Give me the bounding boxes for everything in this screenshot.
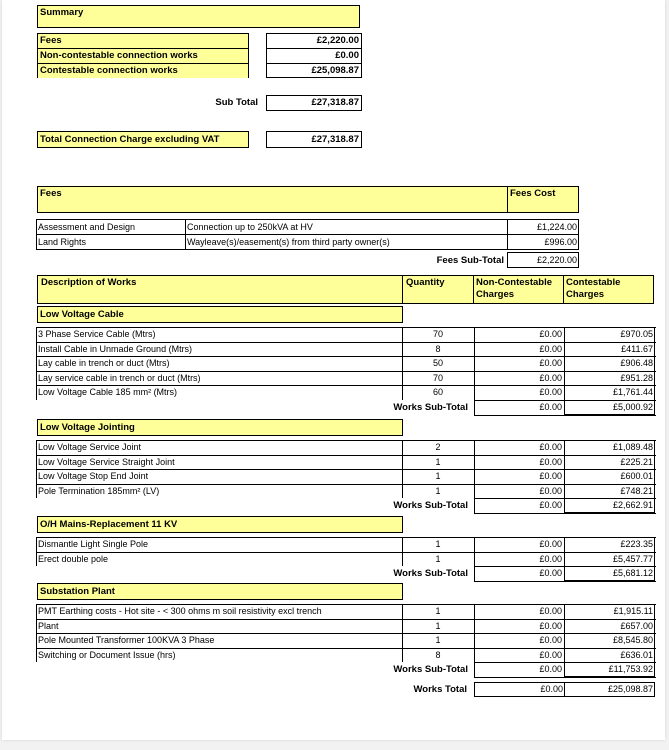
work-item-nc: £0.00 [539, 387, 562, 398]
fee-name: Land Rights [38, 237, 87, 247]
works-subtotal-nc: £0.00 [539, 500, 562, 511]
works-section-title: Substation Plant [37, 583, 403, 600]
work-item-desc: PMT Earthing costs - Hot site - < 300 ohms m soil resistivity excl trench [38, 606, 322, 616]
works-section-title: Low Voltage Jointing [37, 419, 403, 436]
summary-title: Summary [37, 5, 360, 28]
works-subtotal-c: £5,000.92 [612, 402, 653, 412]
total-label: Total Connection Charge excluding VAT [37, 131, 249, 148]
work-item-desc: Plant [38, 620, 59, 631]
work-item-desc: Low Voltage Service Straight Joint [38, 456, 175, 467]
work-item-desc: Pole Termination 185mm² (LV) [38, 485, 160, 496]
works-subtotal-c: £2,662.91 [612, 500, 653, 511]
work-item-desc: Lay service cable in trench or duct (Mtrs) [38, 372, 201, 383]
work-item-qty: 1 [435, 539, 441, 549]
row-divider [474, 415, 656, 416]
work-item-nc: £0.00 [539, 635, 562, 646]
work-item-nc: £0.00 [539, 456, 562, 467]
works-subtotal-nc: £0.00 [539, 664, 562, 675]
work-item-nc: £0.00 [539, 343, 562, 354]
work-item-nc: £0.00 [539, 649, 562, 660]
works-subtotal-nc: £0.00 [539, 568, 562, 579]
work-item-qty: 70 [432, 372, 443, 383]
work-item-qty: 50 [432, 358, 443, 369]
summary-value-contestable: £25,098.87 [311, 65, 359, 76]
work-item-c: £8,545.80 [612, 635, 653, 646]
work-item-qty: 1 [435, 635, 441, 646]
works-subtotal-label: Works Sub-Total [393, 500, 468, 512]
work-item-nc: £0.00 [539, 442, 562, 452]
work-item-qty: 2 [435, 442, 441, 452]
work-item-c: £636.01 [620, 649, 653, 660]
work-item-qty: 1 [435, 620, 441, 631]
fee-desc: Wayleave(s)/easement(s) from third party owner(s) [187, 237, 390, 247]
work-item-qty: 1 [435, 485, 441, 496]
works-nc-header: Non-Contestable Charges [473, 275, 564, 304]
work-item-c: £411.67 [621, 343, 653, 354]
work-item-c: £748.21 [620, 485, 653, 496]
subtotal-label: Sub Total [215, 97, 258, 108]
work-item-c: £657.00 [620, 620, 653, 631]
work-item-desc: Low Voltage Stop End Joint [38, 471, 149, 482]
work-item-nc: £0.00 [539, 485, 562, 496]
works-section-title: O/H Mains-Replacement 11 KV [37, 516, 403, 533]
work-item-qty: 1 [435, 456, 441, 467]
work-item-nc: £0.00 [539, 329, 562, 339]
work-item-desc: Low Voltage Cable 185 mm² (Mtrs) [38, 387, 178, 398]
works-total-nc: £0.00 [540, 684, 563, 694]
quote-document [2, 0, 665, 740]
work-item-nc: £0.00 [539, 372, 562, 383]
work-item-c: £600.01 [620, 471, 653, 482]
works-section-title: Low Voltage Cable [37, 306, 403, 323]
fees-subtotal-label: Fees Sub-Total [436, 255, 504, 266]
subtotal-value: £27,318.87 [266, 95, 362, 111]
work-item-c: £225.21 [620, 456, 653, 467]
work-item-desc: 3 Phase Service Cable (Mtrs) [38, 329, 156, 339]
work-item-nc: £0.00 [539, 471, 562, 482]
work-item-nc: £0.00 [539, 553, 562, 564]
works-subtotal-label: Works Sub-Total [393, 568, 468, 580]
work-item-desc: Pole Mounted Transformer 100KVA 3 Phase [38, 635, 215, 646]
works-desc-header: Description of Works [37, 275, 403, 304]
work-item-c: £223.35 [620, 539, 653, 549]
fees-header: Fees [37, 186, 508, 213]
summary-labels [37, 33, 249, 78]
row-divider [474, 677, 656, 678]
work-item-qty: 1 [435, 471, 441, 482]
work-item-nc: £0.00 [539, 606, 562, 616]
works-c-header: Contestable Charges [563, 275, 654, 304]
work-item-c: £1,915.11 [613, 606, 653, 616]
work-item-nc: £0.00 [539, 358, 562, 369]
row-divider [474, 581, 656, 582]
work-item-c: £906.48 [620, 358, 653, 369]
row-divider [474, 513, 656, 514]
work-item-desc: Install Cable in Unmade Ground (Mtrs) [38, 343, 193, 354]
work-item-desc: Switching or Document Issue (hrs) [38, 649, 176, 660]
work-item-c: £5,457.77 [612, 553, 653, 564]
fee-cost: £1,224.00 [536, 222, 577, 232]
work-item-c: £1,089.48 [612, 442, 653, 452]
total-value: £27,318.87 [266, 131, 362, 148]
summary-value-noncontestable: £0.00 [267, 49, 361, 64]
works-total-c: £25,098.87 [607, 684, 653, 694]
work-item-desc: Lay cable in trench or duct (Mtrs) [38, 358, 170, 369]
works-total-label: Works Total [413, 684, 467, 695]
work-item-desc: Erect double pole [38, 553, 109, 564]
works-subtotal-c: £5,681.12 [612, 568, 653, 579]
work-item-qty: 8 [435, 649, 441, 660]
fee-name: Assessment and Design [38, 222, 136, 232]
works-subtotal-label: Works Sub-Total [393, 402, 468, 413]
work-item-qty: 1 [435, 553, 441, 564]
works-subtotal-label: Works Sub-Total [393, 664, 468, 676]
summary-label-contestable: Contestable connection works [38, 64, 248, 78]
work-item-c: £1,761.44 [612, 387, 653, 398]
work-item-nc: £0.00 [539, 620, 562, 631]
work-item-qty: 1 [435, 606, 441, 616]
summary-label-fees: Fees [38, 34, 248, 49]
fees-subtotal-value: £2,220.00 [536, 255, 577, 265]
works-qty-header: Quantity [402, 275, 474, 304]
fee-desc: Connection up to 250kVA at HV [187, 222, 313, 232]
summary-value-fees: £2,220.00 [267, 34, 361, 49]
work-item-desc: Low Voltage Service Joint [38, 442, 142, 452]
work-item-c: £951.28 [620, 372, 653, 383]
work-item-qty: 70 [432, 329, 443, 339]
work-item-qty: 8 [435, 343, 441, 354]
summary-values [266, 33, 362, 78]
works-subtotal-nc: £0.00 [539, 402, 562, 412]
work-item-c: £970.05 [620, 329, 653, 339]
summary-label-noncontestable: Non-contestable connection works [38, 49, 248, 64]
works-subtotal-c: £11,753.92 [608, 664, 653, 675]
fees-cost-header: Fees Cost [507, 186, 579, 213]
work-item-nc: £0.00 [539, 539, 562, 549]
fee-cost: £996.00 [544, 237, 577, 247]
work-item-desc: Dismantle Light Single Pole [38, 539, 149, 549]
work-item-qty: 60 [432, 387, 443, 398]
